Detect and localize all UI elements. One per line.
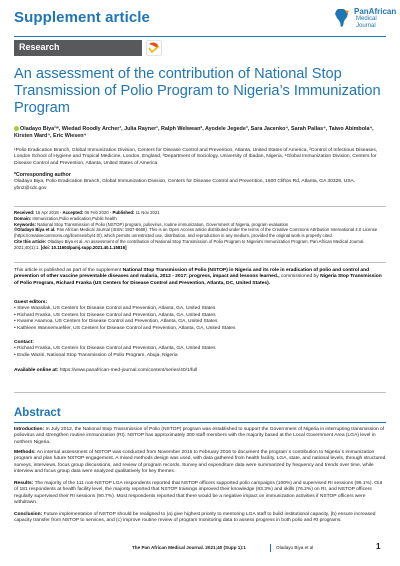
available-online bbox=[14, 368, 386, 374]
accepted-date: 06 Feb 2020 - bbox=[83, 210, 113, 215]
abstract-results bbox=[14, 481, 386, 507]
supplement-label: Supplement article bbox=[14, 9, 151, 26]
introduction-label: Introduction: bbox=[14, 427, 45, 432]
methods-text: An internal assessment of NSTOP was conducted from November 2015 to February 2016 to document the program`s contribution to Nigeria`s immunization program and plan future NSTOP engagement. A mixed methods design was used, with data gathered from health facility, LGA, state, and national levels, through structured surveys, interviews, focus group discussions, and review of program records. Survey and expenditure data were summarized by frequency and trends over time, while interview and focus group data were analyzed qualitatively for key themes. bbox=[14, 450, 386, 475]
page-number: 1 bbox=[376, 542, 381, 551]
results-text: The majority of the 111 non-NSTOP LGA respondents reported that NSTOP officers supported polio campaigns (100%) and supervised RI sessions (99.1%). Out of 181 respondents at health facility level, the majority reported that NSTOP trainings improved their knowledge (83.3%) and skills (76.2%) on RI, and NSTOP officers regularly supervised their RI sessions (90.7%). Most respondents reported that there would be a negative impact on immunization activities if NSTOP officers were withdrawn. bbox=[14, 481, 383, 506]
corresponding-heading: *Corresponding author bbox=[14, 172, 71, 178]
author-names: Oladayo Biya¹ʷ, Wiedad Roodly Archer¹, Julia Rayner¹, Ralph Welwean², Ayodele Jegede³, Sara Jacenko⁴, Sarah Pallas⁴, Taiwo Abimbola⁴, Kirsten Ward⁴, Eric Wiesen⁴ bbox=[14, 126, 374, 139]
divider bbox=[14, 206, 386, 207]
divider bbox=[14, 262, 386, 263]
author-list bbox=[14, 126, 386, 140]
supplement-note bbox=[14, 268, 386, 287]
divider bbox=[14, 392, 386, 393]
abstract-heading: Abstract bbox=[14, 407, 61, 419]
check-for-updates-icon[interactable] bbox=[146, 40, 162, 56]
copyright-text: Pan African Medical Journal (ISSN: 1937-8688). This is an Open Access article distributed under the terms of the Creative Commons Attribution International 4.0 License (https://creativecommons.org/licenses/by/4.0/), which permits unrestricted use, distribution, and reproduction in any medium, provided the original work is properly cited. bbox=[14, 227, 378, 239]
doi-link[interactable]: [doi: 10.11604/pamj.supp.2021.40.1.15816] bbox=[40, 244, 127, 250]
affiliations: ¹Polio Eradication Branch, Global Immunization Division, Centers for Disease Control and Prevention, Atlanta, United States of America, ²Control of Infectious Diseases, London School of Hygiene and Tropical Medicine, London, England, ³Department of Sociology, University of Ibadan, Nigeria, ⁴Global Immunization Division, Centers for Disease Control and Prevention, Atlanta, United States of America bbox=[14, 148, 378, 166]
article-url-link[interactable]: https://www.panafrican-med-journal.com/content/series/40/1/full bbox=[58, 368, 198, 373]
accepted-label: Accepted: bbox=[62, 210, 84, 215]
introduction-text: In July 2012, the National Stop Transmission of Polio (NSTOP) program was established to support the Government of Nigeria in interrupting transmission of poliovirus and strengthen routine immunization (RI). NSTOP has approximately 300 staff members with the majority based at the Local Government Area (LGA) level in northern Nigeria. bbox=[14, 427, 385, 445]
journal-logo bbox=[334, 4, 397, 34]
footer-citation: The Pan African Medical Journal. 2021;40 (Supp 1):1 bbox=[132, 545, 246, 550]
footer-authors: Oladayo Biya et al bbox=[276, 545, 314, 550]
abstract-divider bbox=[14, 422, 386, 423]
corresponding-text: Oladayo Biya, Polio Eradication Branch, Global Immunization Division, Centers for Disease Control and Prevention, 1600 Clifton Rd, Atlanta, GA 30329, USA. ybn2@cdc.gov bbox=[14, 179, 356, 191]
copyright-label: ©Oladayo Biya et al. bbox=[14, 227, 56, 233]
list-item: • Endie Waziri, National Stop Transmission of Polio Program, Abuja, Nigeria bbox=[14, 352, 178, 358]
abstract-methods bbox=[14, 450, 386, 476]
abstract-conclusion bbox=[14, 512, 386, 525]
list-item: • Richard Franka, US Centers for Disease Control and Prevention, Atlanta, GA, United States bbox=[14, 346, 216, 352]
article-metadata bbox=[14, 210, 386, 251]
methods-label: Methods: bbox=[14, 450, 36, 455]
contact bbox=[14, 340, 386, 359]
page-header bbox=[0, 0, 400, 36]
supplement-commissioner: Nigeria Stop Transmission of Polio Program, Richard Franka (US Centers for Disease Control and Prevention, Atlanta, DC, United States). bbox=[14, 274, 382, 286]
contact-heading: Contact: bbox=[14, 340, 34, 345]
list-item: • Kwame Asamoa, US Centers for Disease Control and Prevention, Atlanta, GA, United States bbox=[14, 319, 218, 325]
list-item: • Richard Franka, US Centers for Disease Control and Prevention, Atlanta, GA, United States bbox=[14, 312, 216, 318]
received-date: 16 Apr 2018 - bbox=[34, 210, 63, 215]
corresponding-author bbox=[14, 172, 386, 192]
keywords-label: Keywords: bbox=[14, 221, 36, 227]
header-divider bbox=[14, 36, 386, 37]
footer-separator bbox=[270, 544, 271, 552]
section-tag bbox=[14, 40, 142, 56]
conclusion-label: Conclusion: bbox=[14, 512, 43, 517]
results-label: Results: bbox=[14, 481, 34, 486]
logo-text-journal: Journal bbox=[356, 23, 376, 29]
supplement-title: National Stop Transmission of Polio (NSTOP) in Nigeria and its role in eradication of polio and control and prevention of other vaccine preventable diseases and malaria, 2012 - 2017: progress, impact and lessons learned., bbox=[14, 268, 370, 280]
africa-map-icon bbox=[334, 8, 350, 28]
keywords: National Stop Transmission of Polio (NSTOP) program, poliovirus, routine immunization, Government of Nigeria, program evaluation bbox=[35, 221, 289, 227]
logo-text-panafrican: PanAfrican bbox=[354, 7, 397, 16]
list-item: • Kathleen Wannemuehler, US Centers for Disease Control and Prevention, Atlanta, GA, United States bbox=[14, 325, 236, 331]
published-label: Published: bbox=[112, 210, 135, 215]
supplement-text: commissioned by bbox=[279, 274, 321, 280]
domains-label: Domain: bbox=[14, 215, 32, 221]
domains: Immunization,Polio eradication,Public health bbox=[31, 215, 117, 221]
article-title: An assessment of the contribution of National Stop Transmission of Polio Program to Nigeria’s Immunization Program bbox=[14, 66, 381, 116]
guest-editors bbox=[14, 300, 386, 332]
section-tag-label: Research bbox=[19, 42, 60, 52]
citation-text: Oladayo Biya et al. An assessment of the contribution of National Stop Transmission of Polio Program to Nigeria's Immunization Program. Pan African Medical Journal. 2021;40(1):1. bbox=[14, 238, 365, 250]
available-label: Available online at: bbox=[14, 368, 59, 373]
logo-text-medical: Medical bbox=[356, 16, 377, 22]
orcid-icon[interactable] bbox=[14, 126, 19, 131]
page-footer bbox=[14, 544, 386, 552]
received-label: Received: bbox=[14, 210, 35, 215]
cite-label: Cite this article: bbox=[14, 238, 47, 244]
abstract-introduction bbox=[14, 427, 386, 446]
list-item: • Steve Wassilak, US Centers for Disease Control and Prevention, Atlanta, GA, United States bbox=[14, 306, 216, 312]
conclusion-text: Future implementation of NSTOP should be realigned to (a) give highest priority to mentoring LGA staff to build institutional capacity, (b) ensure increased capacity transfer from NSTOP to services, and (c) improve routine review of program monitoring data to assess progress in both polio and RI programs. bbox=[14, 512, 376, 524]
supplement-text: This article is published as part of the supplement bbox=[14, 268, 123, 273]
guest-editors-heading: Guest editors: bbox=[14, 300, 48, 305]
published-date: 11 Nov 2021 bbox=[134, 210, 160, 215]
